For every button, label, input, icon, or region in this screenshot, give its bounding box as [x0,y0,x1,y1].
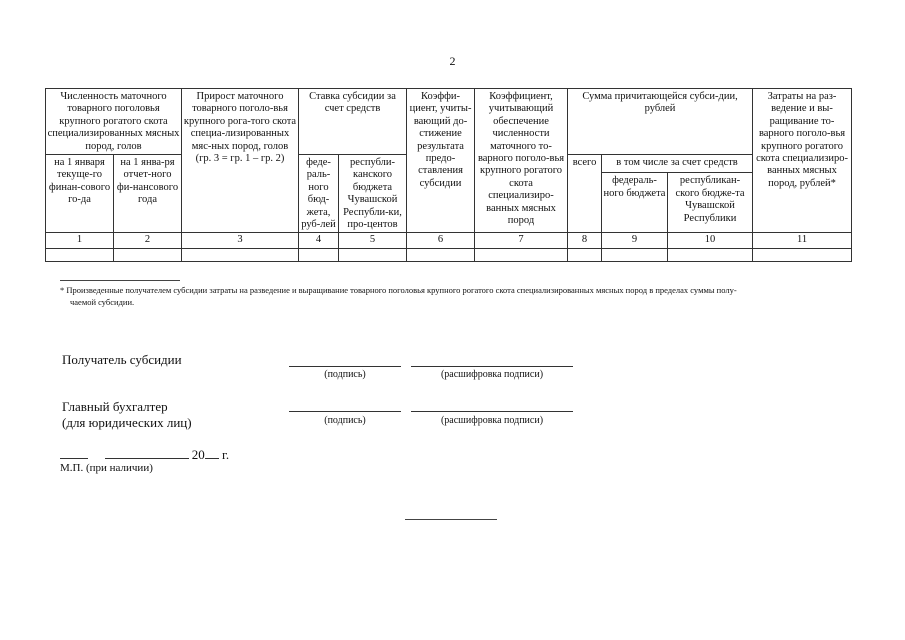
header-republic-budget: республикан-ского бюдже-та Чувашской Республики [668,173,753,233]
footnote-line-2: чаемой субсидии. [70,297,135,307]
data-row [46,248,852,261]
date-field [60,446,229,463]
column-number: 7 [475,233,568,248]
footnote-line-1: * Произведенные получателем субсидии затраты на разведение и выращивание товарного поголовья крупного рогатого скота специализированных мясных пород в пределах суммы полу- [60,285,737,295]
recipient-label: Получатель субсидии [62,352,182,367]
recipient-name-line[interactable] [411,366,573,367]
bottom-separator [405,519,497,520]
footnote [60,284,845,308]
column-number: 3 [182,233,299,248]
header-current-year: на 1 января текуще-го финан-сового го-да [46,155,114,233]
header-republic-rate: республи-канского бюджета Чувашской Республи-ки, про-центов [339,155,407,233]
data-cell[interactable] [339,248,407,261]
year-blank[interactable] [205,446,219,459]
data-cell[interactable] [475,248,568,261]
header-total: всего [568,155,602,233]
header-federal-budget: федераль-ного бюджета [602,173,668,233]
column-number: 1 [46,233,114,248]
recipient-signature-line[interactable] [289,366,401,367]
decoding-caption: (расшифровка подписи) [440,369,544,380]
header-subsidy-rate: Ставка субсидии за счет средств [299,89,407,155]
data-cell[interactable] [668,248,753,261]
data-cell[interactable] [46,248,114,261]
header-herd-coefficient: Коэффициент, учитывающий обеспечение численности маточного то-варного поголо-вья крупного рогатого скота специализиро-ванных мясных пород [475,89,568,233]
column-number: 4 [299,233,339,248]
accountant-label: Главный бухгалтер [62,399,168,414]
column-number: 6 [407,233,475,248]
year-prefix: 20 [191,447,205,462]
column-number: 2 [114,233,182,248]
column-number: 8 [568,233,602,248]
header-achievement-coefficient: Коэффи-циент, учиты-вающий до-стижение результата предо-ставления субсидии [407,89,475,233]
header-breeding-costs: Затраты на раз-ведение и вы-ращивание то-варного поголо-вья крупного рогатого скота специализиро-ванных мясных пород, рублей* [753,89,852,233]
stamp-place: М.П. (при наличии) [60,462,153,474]
column-number: 5 [339,233,407,248]
header-including: в том числе за счет средств [602,155,753,173]
column-number: 10 [668,233,753,248]
header-reporting-year: на 1 янва-ря отчет-ного фи-нансового года [114,155,182,233]
data-cell[interactable] [407,248,475,261]
signature-caption: (подпись) [324,415,366,426]
column-number: 11 [753,233,852,248]
accountant-signature-line[interactable] [289,411,401,412]
footnote-separator [60,280,180,281]
month-blank[interactable] [105,446,189,459]
header-herd-size: Численность маточного товарного поголовья крупного рогатого скота специализированных мясных пород, голов [46,89,182,155]
signature-caption: (подпись) [324,369,366,380]
decoding-caption: (расшифровка подписи) [440,415,544,426]
year-suffix: г. [222,447,230,462]
page-number: 2 [449,54,456,68]
data-cell[interactable] [602,248,668,261]
data-cell[interactable] [568,248,602,261]
subsidy-calculation-table [45,88,852,262]
header-subsidy-amount: Сумма причитающейся субси-дии, рублей [568,89,753,155]
header-herd-growth: Прирост маточного товарного поголо-вья крупного рога-того скота специа-лизированных мяс-ных пород, голов (гр. 3 = гр. 1 – гр. 2) [182,89,299,233]
header-federal-rate: феде-раль-ного бюд-жета, руб-лей [299,155,339,233]
data-cell[interactable] [114,248,182,261]
data-cell[interactable] [299,248,339,261]
column-number: 9 [602,233,668,248]
day-blank[interactable] [60,446,88,459]
accountant-sublabel: (для юридических лиц) [62,415,192,430]
accountant-name-line[interactable] [411,411,573,412]
data-cell[interactable] [182,248,299,261]
data-cell[interactable] [753,248,852,261]
column-number-row [46,233,852,248]
